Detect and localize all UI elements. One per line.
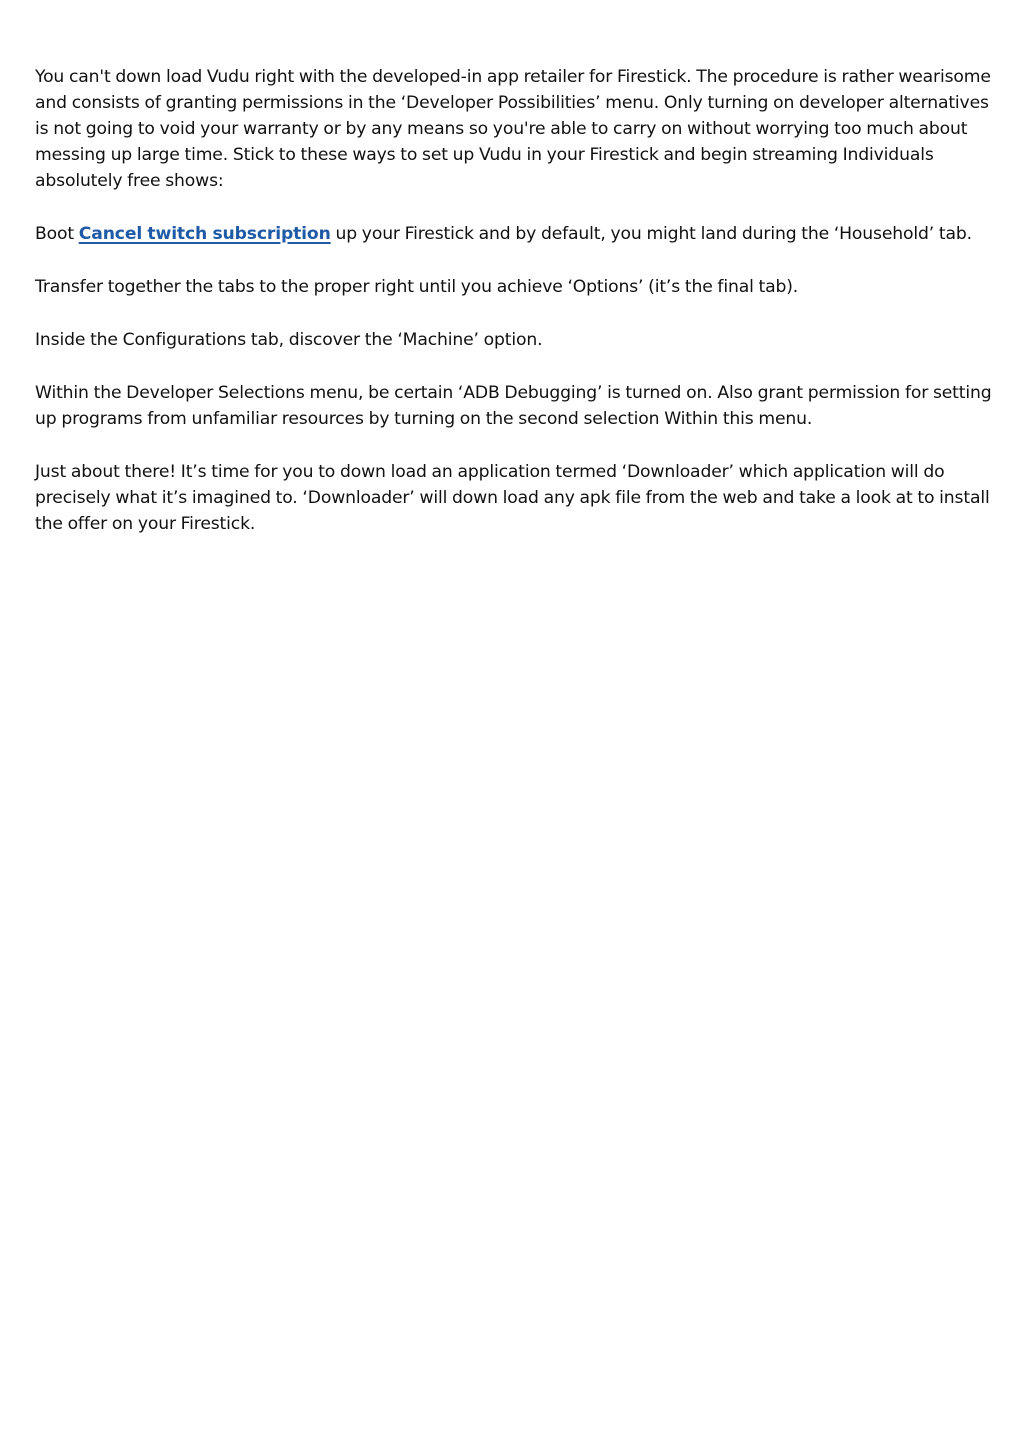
boot-paragraph bbox=[35, 221, 995, 247]
cancel-twitch-subscription-link[interactable]: Cancel twitch subscription bbox=[78, 224, 331, 244]
downloader-paragraph: Just about there! It’s time for you to down load an application termed ‘Downloader’ which application will do precisely what it’s imagined to. ‘Downloader’ will down load any apk file from the web and take a look at to install the offer on your Firestick. bbox=[35, 462, 990, 534]
boot-text-after-link: up your Firestick and by default, you might land during the ‘Household’ tab. bbox=[330, 224, 972, 244]
configurations-paragraph: Inside the Configurations tab, discover the ‘Machine’ option. bbox=[35, 330, 543, 350]
transfer-tabs-paragraph: Transfer together the tabs to the proper right until you achieve ‘Options’ (it’s the final tab). bbox=[35, 277, 799, 297]
boot-text-before-link: Boot bbox=[35, 224, 79, 244]
developer-selections-paragraph: Within the Developer Selections menu, be certain ‘ADB Debugging’ is turned on. Also grant permission for setting up programs from unfamiliar resources by turning on the second selection Within this menu. bbox=[35, 383, 992, 429]
document-body bbox=[35, 64, 995, 564]
intro-paragraph: You can't down load Vudu right with the developed-in app retailer for Firestick. The procedure is rather wearisome and consists of granting permissions in the ‘Developer Possibilities’ menu. Only turning on developer alternatives is not going to void your warranty or by any means so you're able to carry on without worrying too much about messing up large time. Stick to these ways to set up Vudu in your Firestick and begin streaming Individuals absolutely free shows: bbox=[35, 67, 991, 191]
